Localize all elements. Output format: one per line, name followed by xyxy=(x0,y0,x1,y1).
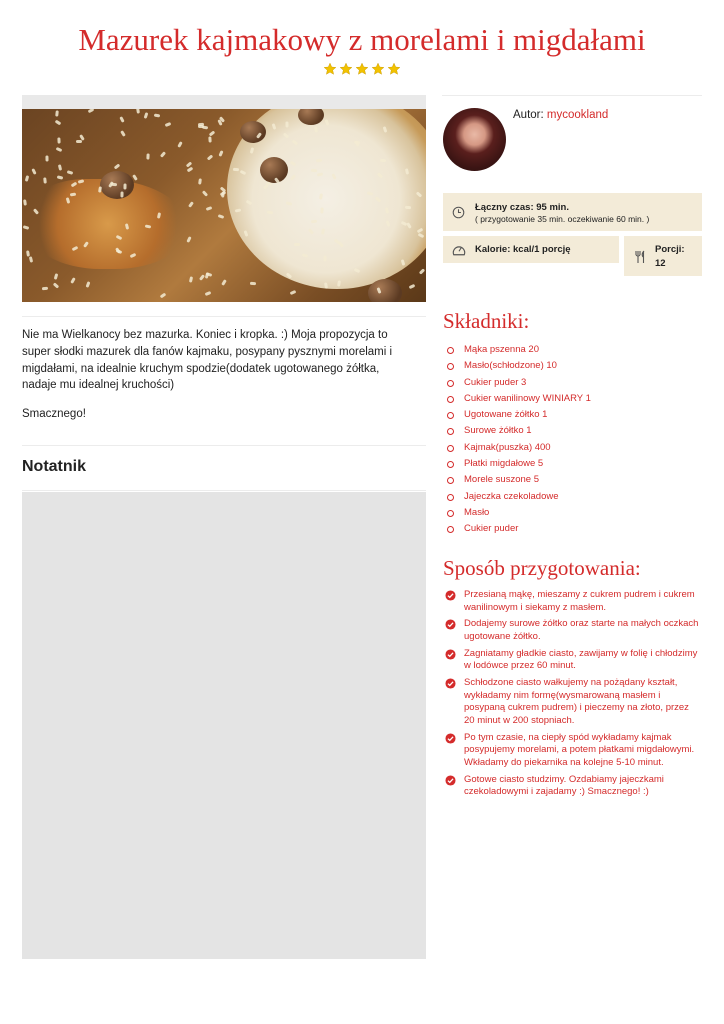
ingredients-title: Składniki: xyxy=(443,309,530,333)
method-step xyxy=(445,732,702,770)
check-circle-icon xyxy=(445,619,456,630)
calories-box xyxy=(443,236,619,263)
star-icon xyxy=(355,62,369,76)
notes-title: Notatnik xyxy=(22,458,86,475)
ingredient-item xyxy=(447,456,591,472)
circle-bullet-icon xyxy=(447,428,454,435)
circle-bullet-icon xyxy=(447,412,454,419)
method-title: Sposób przygotowania: xyxy=(443,556,641,580)
recipe-title: Mazurek kajmakowy z morelami i migdałami xyxy=(78,22,646,57)
rating-stars xyxy=(0,62,724,81)
portions-label: Porcji: xyxy=(655,244,685,255)
step-text: Dodajemy surowe żółtko oraz starte na małych oczkach ugotowane żółtko. xyxy=(464,618,699,642)
author-name-link[interactable]: mycookland xyxy=(546,109,609,121)
ingredient-text: Masło(schłodzone) 10 xyxy=(464,360,557,372)
clock-icon xyxy=(452,206,465,219)
star-icon xyxy=(339,62,353,76)
ingredient-item xyxy=(447,358,591,374)
ingredient-text: Płatki migdałowe 5 xyxy=(464,458,544,470)
circle-bullet-icon xyxy=(447,510,454,517)
ingredient-text: Kajmak(puszka) 400 xyxy=(464,441,551,453)
ingredient-text: Cukier puder xyxy=(464,523,519,535)
circle-bullet-icon xyxy=(447,526,454,533)
ingredient-item xyxy=(447,489,591,505)
circle-bullet-icon xyxy=(447,494,454,501)
circle-bullet-icon xyxy=(447,461,454,468)
divider xyxy=(442,95,702,96)
ingredient-item xyxy=(447,440,591,456)
cutlery-icon xyxy=(634,250,646,264)
ingredient-item xyxy=(447,521,591,537)
time-info-box xyxy=(443,193,702,231)
recipe-description xyxy=(22,316,426,446)
step-text: Przesianą mąkę, mieszamy z cukrem pudrem i cukrem wanilinowym i siekamy z masłem. xyxy=(464,589,695,613)
ingredient-item xyxy=(447,375,591,391)
ingredient-text: Morele suszone 5 xyxy=(464,474,539,486)
time-detail: ( przygotowanie 35 min. oczekiwanie 60 min. ) xyxy=(475,214,650,224)
scale-icon xyxy=(452,243,466,256)
ingredient-item xyxy=(447,342,591,358)
step-text: Schłodzone ciasto wałkujemy na pożądany kształt, wykładamy nim formę(wysmarowaną masłem i posypaną cukrem pudrem) i pieczemy na złoto, przez 20 minut w 200 stopniach. xyxy=(464,677,689,726)
circle-bullet-icon xyxy=(447,363,454,370)
ingredient-text: Cukier wanilinowy WINIARY 1 xyxy=(464,392,591,404)
ingredient-text: Cukier puder 3 xyxy=(464,376,527,388)
divider xyxy=(22,490,426,491)
ingredient-item xyxy=(447,472,591,488)
method-step xyxy=(445,648,702,673)
ingredient-item xyxy=(447,505,591,521)
star-icon xyxy=(371,62,385,76)
circle-bullet-icon xyxy=(447,445,454,452)
check-circle-icon xyxy=(445,775,456,786)
method-step xyxy=(445,677,702,727)
description-text: Nie ma Wielkanocy bez mazurka. Koniec i kropka. :) Moja propozycja to super słodki mazurek dla fanów kajmaku, posypany pysznymi morelami i migdałami, na idealnie kruchym spodzie(dodatek ugotowanego żółtka, nadaje mu idealnej kruchości) xyxy=(22,329,393,392)
method-step xyxy=(445,618,702,643)
ingredient-item xyxy=(447,423,591,439)
circle-bullet-icon xyxy=(447,347,454,354)
ingredient-text: Jajeczka czekoladowe xyxy=(464,490,559,502)
recipe-photo xyxy=(22,95,426,302)
step-text: Gotowe ciasto studzimy. Ozdabiamy jajeczkami czekoladowymi i zajadamy :) Smacznego! :) xyxy=(464,773,664,798)
check-circle-icon xyxy=(445,678,456,689)
author-info xyxy=(513,109,608,121)
star-icon xyxy=(323,62,337,76)
author-label: Autor: xyxy=(513,109,544,121)
method-steps xyxy=(445,589,702,803)
closing-text: Smacznego! xyxy=(22,408,86,421)
ingredients-list xyxy=(447,342,591,538)
portions-value: 12 xyxy=(655,258,666,269)
step-text: Po tym czasie, na ciepły spód wykładamy kajmak posypujemy morelami, a potem płatkami migdałowymi. Wkładamy do piekarnika na kolejne 5-10 minut. xyxy=(464,731,695,768)
check-circle-icon xyxy=(445,733,456,744)
step-text: Zagniatamy gładkie ciasto, zawijamy w folię i chłodzimy w lodówce przez 60 minut. xyxy=(464,647,698,672)
circle-bullet-icon xyxy=(447,477,454,484)
circle-bullet-icon xyxy=(447,380,454,387)
check-circle-icon xyxy=(445,590,456,601)
check-circle-icon xyxy=(445,649,456,660)
portions-box xyxy=(624,236,702,276)
ingredient-text: Mąka pszenna 20 xyxy=(464,344,539,355)
ingredient-text: Ugotowane żółtko 1 xyxy=(464,409,548,421)
total-time: Łączny czas: 95 min. xyxy=(475,202,569,213)
ingredient-text: Surowe żółtko 1 xyxy=(464,425,532,437)
notes-area[interactable] xyxy=(22,492,426,959)
ingredient-item xyxy=(447,407,591,423)
calories: Kalorie: kcal/1 porcję xyxy=(475,244,571,255)
method-step xyxy=(445,589,702,614)
star-icon xyxy=(387,62,401,76)
ingredient-text: Masło xyxy=(464,506,490,518)
method-step xyxy=(445,774,702,799)
circle-bullet-icon xyxy=(447,396,454,403)
ingredient-item xyxy=(447,391,591,407)
author-avatar xyxy=(443,108,506,171)
